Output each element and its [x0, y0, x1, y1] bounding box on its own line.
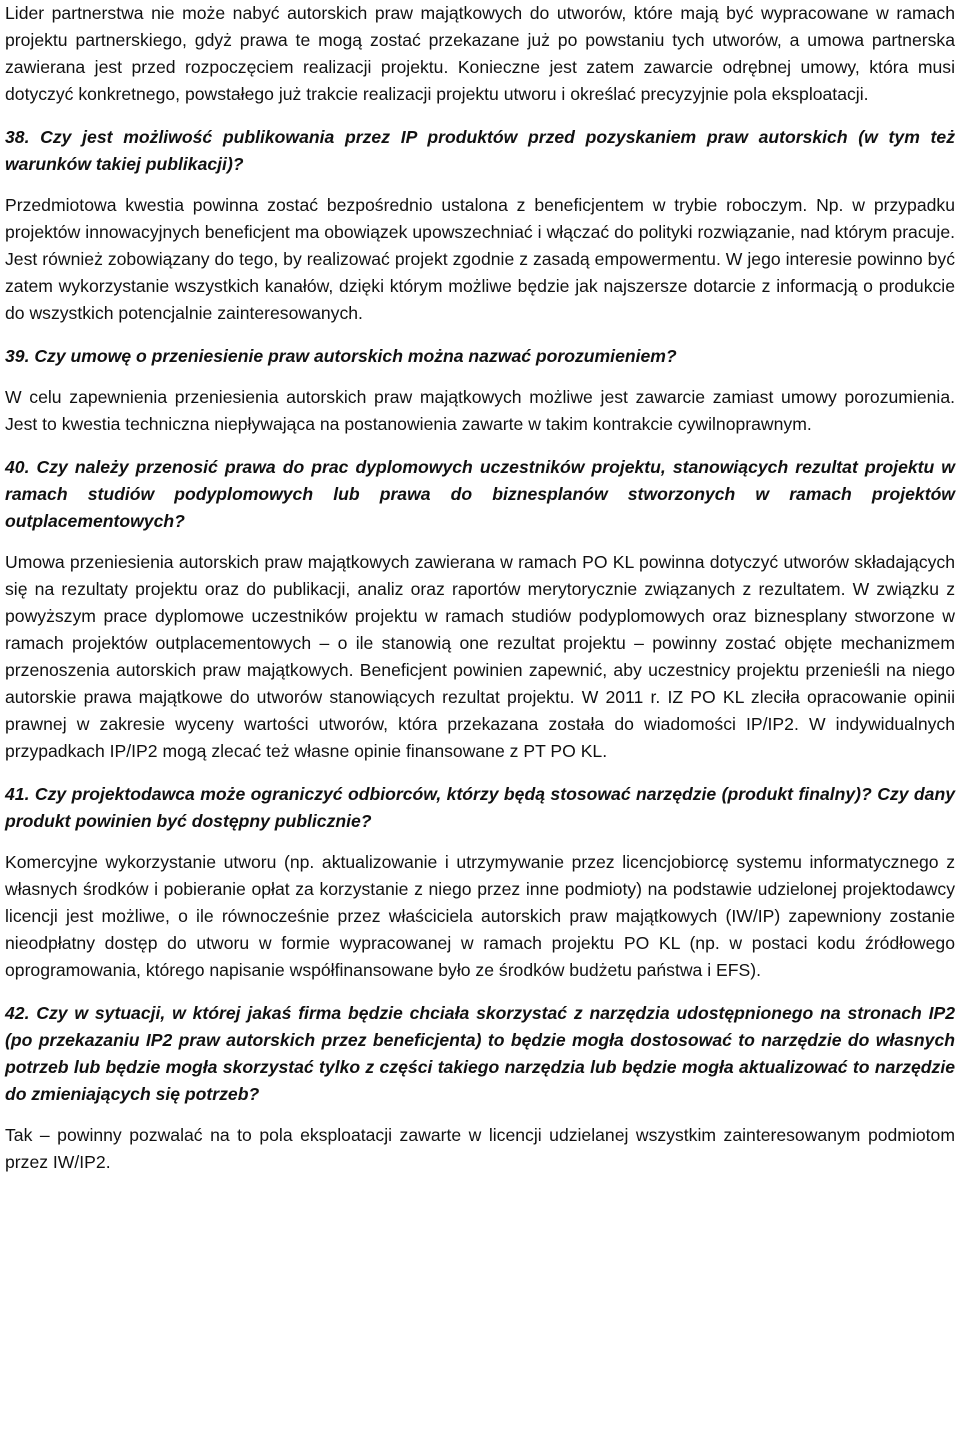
document-page: [5, 0, 955, 1176]
section-40: [5, 454, 955, 765]
answer-42: Tak – powinny pozwalać na to pola eksploatacji zawarte w licencji udzielanej wszystkim zainteresowanym podmiotom przez IW/IP2.: [5, 1125, 955, 1172]
section-39: [5, 343, 955, 438]
question-42: 42. Czy w sytuacji, w której jakaś firma będzie chciała skorzystać z narzędzia udostępnionego na stronach IP2 (po przekazaniu IP2 praw autorskich przez beneficjenta) to będzie mogła dostosować to narzędzie do własnych potrzeb lub będzie mogła skorzystać tylko z części takiego narzędzia lub będzie mogła aktualizować to narzędzie do zmieniających się potrzeb?: [5, 1003, 955, 1104]
section-38: [5, 124, 955, 327]
question-39: 39. Czy umowę o przeniesienie praw autorskich można nazwać porozumieniem?: [5, 346, 677, 366]
section-42: [5, 1000, 955, 1176]
answer-40: Umowa przeniesienia autorskich praw majątkowych zawierana w ramach PO KL powinna dotyczyć utworów składających się na rezultaty projektu oraz do publikacji, analiz oraz raportów merytorycznie związanych z rezultatem. W związku z powyższym prace dyplomowe uczestników projektu w ramach studiów podyplomowych oraz biznesplany stworzone w ramach projektów outplacementowych – o ile stanowią one rezultat projektu – powinny zostać objęte mechanizmem przenoszenia autorskich praw majątkowych. Beneficjent powinien zapewnić, aby uczestnicy projektu przenieśli na niego autorskie prawa majątkowe do utworów stanowiących rezultat projektu. W 2011 r. IZ PO KL zleciła opracowanie opinii prawnej w zakresie wyceny wartości utworów, która przekazana została do wiadomości IP/IP2. W indywidualnych przypadkach IP/IP2 mogą zlecać też własne opinie finansowane z PT PO KL.: [5, 552, 955, 761]
answer-41: Komercyjne wykorzystanie utworu (np. aktualizowanie i utrzymywanie przez licencjobiorcę systemu informatycznego z własnych środków i pobieranie opłat za korzystanie z niego przez inne podmioty) na podstawie udzielonej projektodawcy licencji jest możliwe, o ile równocześnie przez właściciela autorskich praw majątkowych (IW/IP) zapewniony zostanie nieodpłatny dostęp do utworu w formie wypracowanej w ramach projektu PO KL (np. w postaci kodu źródłowego oprogramowania, którego napisanie współfinansowane było ze środków budżetu państwa i EFS).: [5, 852, 955, 980]
question-38: 38. Czy jest możliwość publikowania przez IP produktów przed pozyskaniem praw autorskich (w tym też warunków takiej publikacji)?: [5, 127, 955, 174]
section-41: [5, 781, 955, 984]
intro-paragraph: Lider partnerstwa nie może nabyć autorskich praw majątkowych do utworów, które mają być wypracowane w ramach projektu partnerskiego, gdyż prawa te mogą zostać przekazane już po powstaniu tych utworów, a umowa partnerska zawierana jest przed rozpoczęciem realizacji projektu. Konieczne jest zatem zawarcie odrębnej umowy, która musi dotyczyć konkretnego, powstałego już trakcie realizacji projektu utworu i określać precyzyjnie pola eksploatacji.: [5, 3, 955, 104]
answer-39: W celu zapewnienia przeniesienia autorskich praw majątkowych możliwe jest zawarcie zamiast umowy porozumienia. Jest to kwestia techniczna niepływająca na postanowienia zawarte w takim kontrakcie cywilnoprawnym.: [5, 387, 955, 434]
answer-38: Przedmiotowa kwestia powinna zostać bezpośrednio ustalona z beneficjentem w trybie roboczym. Np. w przypadku projektów innowacyjnych beneficjent ma obowiązek upowszechniać i włączać do polityki rozwiązanie, nad którym pracuje. Jest również zobowiązany do tego, by realizować projekt zgodnie z zasadą empowermentu. W jego interesie powinno być zatem wykorzystanie wszystkich kanałów, dzięki którym możliwe będzie jak najszersze dotarcie z informacją o produkcie do wszystkich potencjalnie zainteresowanych.: [5, 195, 955, 323]
question-41: 41. Czy projektodawca może ograniczyć odbiorców, którzy będą stosować narzędzie (produkt finalny)? Czy dany produkt powinien być dostępny publicznie?: [5, 784, 955, 831]
question-40: 40. Czy należy przenosić prawa do prac dyplomowych uczestników projektu, stanowiących rezultat projektu w ramach studiów podyplomowych lub prawa do biznesplanów stworzonych w ramach projektów outplacementowych?: [5, 457, 955, 531]
